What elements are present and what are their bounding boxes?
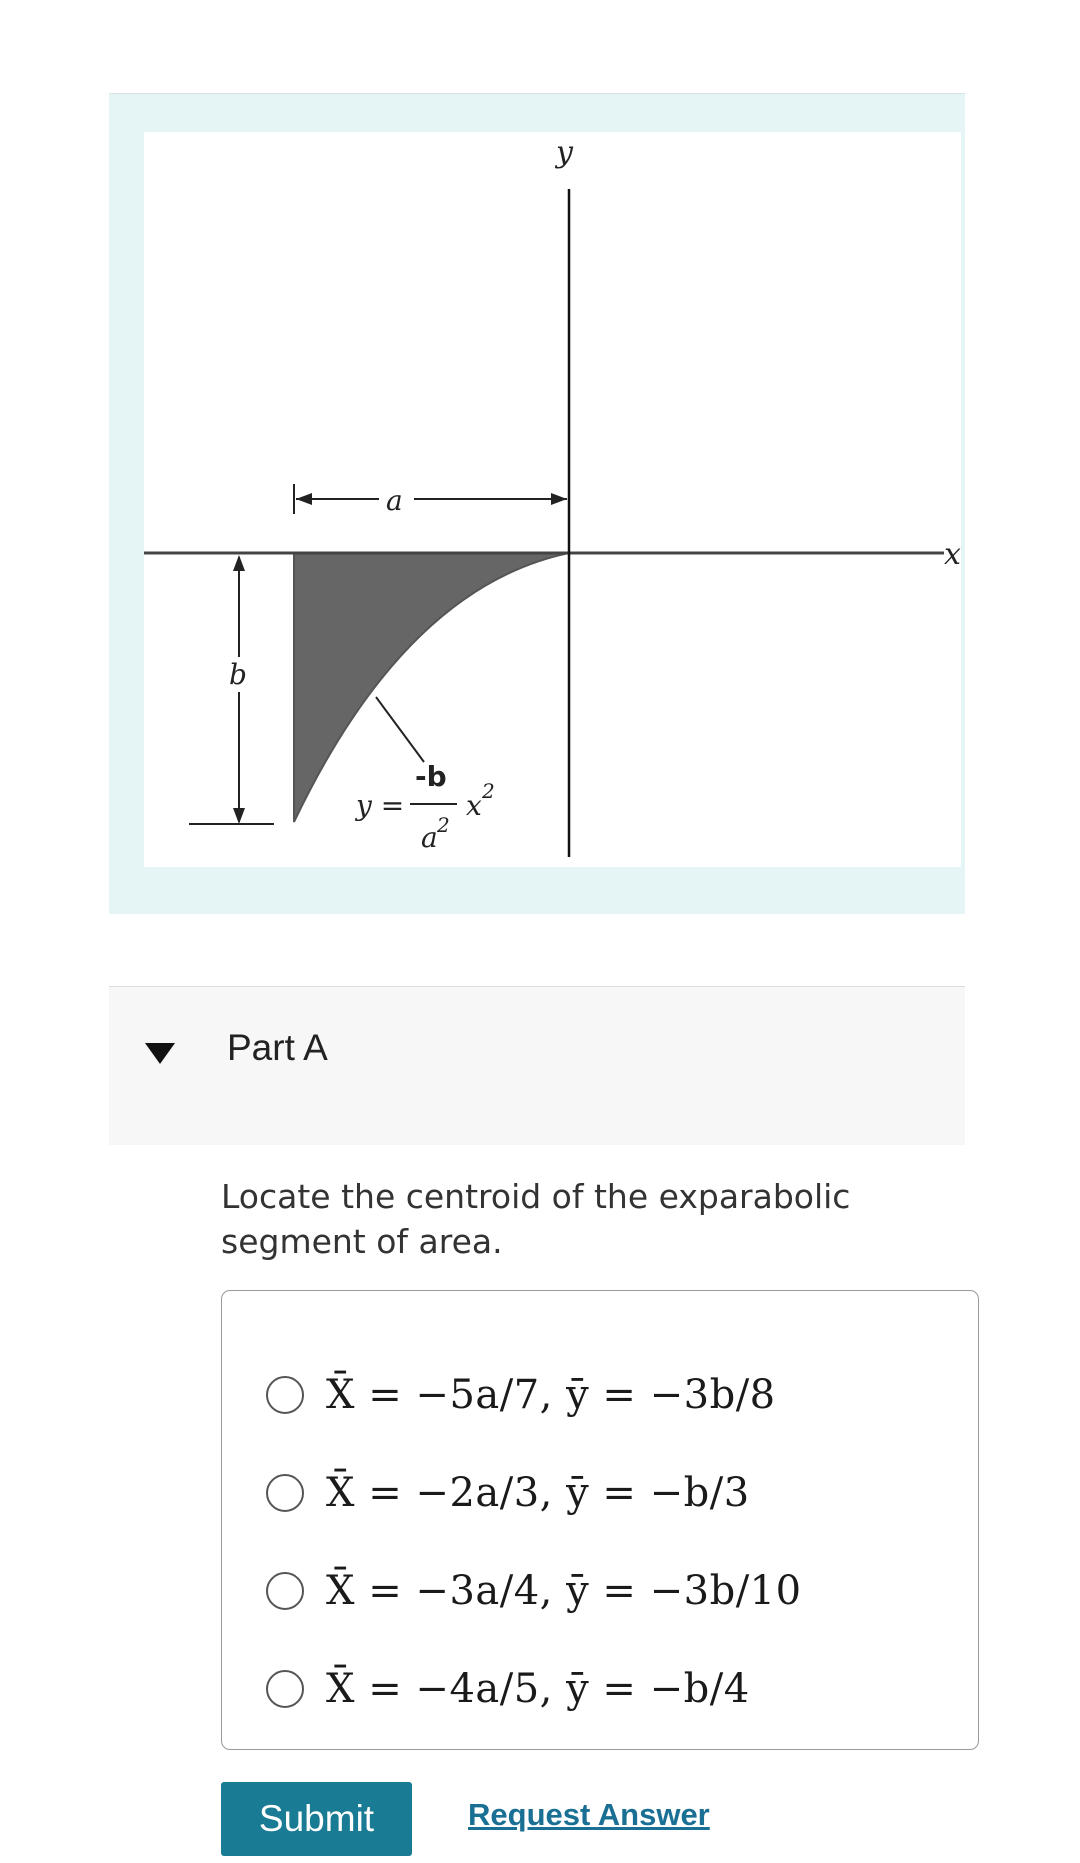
curve-eq-denominator: a [421, 821, 438, 854]
dim-b-arrow-bottom [233, 808, 245, 824]
dim-a-label: a [386, 484, 403, 517]
question-text: Locate the centroid of the exparabolic segment of area. [221, 1177, 851, 1261]
radio-button[interactable] [266, 1670, 304, 1708]
radio-button[interactable] [266, 1572, 304, 1610]
dim-b-label: b [229, 658, 247, 691]
x-axis-label: x [944, 537, 961, 572]
curve-eq-variable-exp: 2 [482, 779, 495, 803]
curve-leader-line [376, 697, 424, 762]
option-1[interactable] [266, 1365, 776, 1425]
curve-eq-numerator: -b [415, 760, 447, 793]
option-4[interactable] [266, 1659, 750, 1719]
option-label: X̄ = −3a/4, ȳ = −3b/10 [326, 1568, 802, 1614]
part-a-header[interactable] [109, 986, 965, 1145]
curve-eq-lhs: y = [356, 789, 405, 822]
dim-a-arrow-left [296, 493, 312, 505]
curve-eq-denominator-exp: 2 [437, 813, 450, 837]
request-answer-link[interactable]: Request Answer [468, 1797, 710, 1832]
option-2[interactable] [266, 1463, 750, 1523]
option-label: X̄ = −5a/7, ȳ = −3b/8 [326, 1372, 776, 1418]
y-axis-label: y [556, 135, 573, 170]
submit-button[interactable]: Submit [221, 1782, 412, 1856]
parabolic-area-diagram [144, 132, 961, 867]
dim-a-arrow-right [551, 493, 567, 505]
radio-button[interactable] [266, 1474, 304, 1512]
figure-panel [109, 93, 965, 914]
radio-button[interactable] [266, 1376, 304, 1414]
part-title: Part A [227, 1027, 328, 1068]
option-label: X̄ = −4a/5, ȳ = −b/4 [326, 1666, 750, 1712]
curve-eq-variable: x [466, 789, 482, 822]
answer-options [221, 1290, 979, 1750]
caret-down-icon[interactable] [145, 1043, 175, 1064]
dim-b-arrow-top [233, 555, 245, 571]
option-label: X̄ = −2a/3, ȳ = −b/3 [326, 1470, 750, 1516]
option-3[interactable] [266, 1561, 802, 1621]
figure-canvas [144, 132, 961, 867]
